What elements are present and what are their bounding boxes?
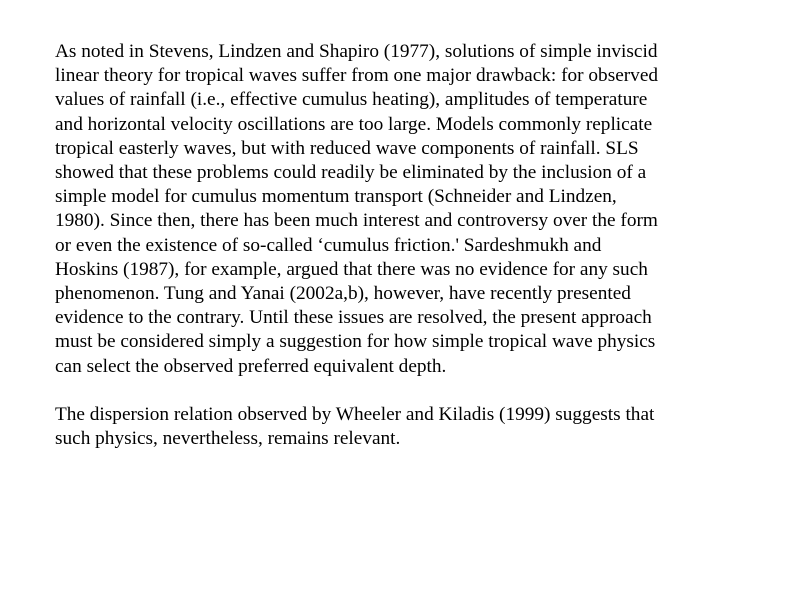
paragraph-spacer xyxy=(55,379,755,403)
text-body xyxy=(55,40,755,451)
paragraph-dispersion-relation: The dispersion relation observed by Wheeler and Kiladis (1999) suggests that such physics, nevertheless, remains relevant. xyxy=(55,404,655,450)
paragraph-cumulus-friction: As noted in Stevens, Lindzen and Shapiro (1977), solutions of simple inviscid linear theory for tropical waves suffer from one major drawback: for observed values of rainfall (i.e., effective cumulus heating), amplitudes of temperature and horizontal velocity oscillations are too large. Models commonly replicate tropical easterly waves, but with reduced wave components of rainfall. SLS showed that these problems could readily be eliminated by the inclusion of a simple model for cumulus momentum transport (Schneider and Lindzen, 1980). Since then, there has been much interest and controversy over the form or even the existence of so-called ‘cumulus friction.' Sardeshmukh and Hoskins (1987), for example, argued that there was no evidence for any such phenomenon. Tung and Yanai (2002a,b), however, have recently presented evidence to the contrary. Until these issues are resolved, the present approach must be considered simply a suggestion for how simple tropical wave physics can select the observed preferred equivalent depth. xyxy=(55,41,659,377)
